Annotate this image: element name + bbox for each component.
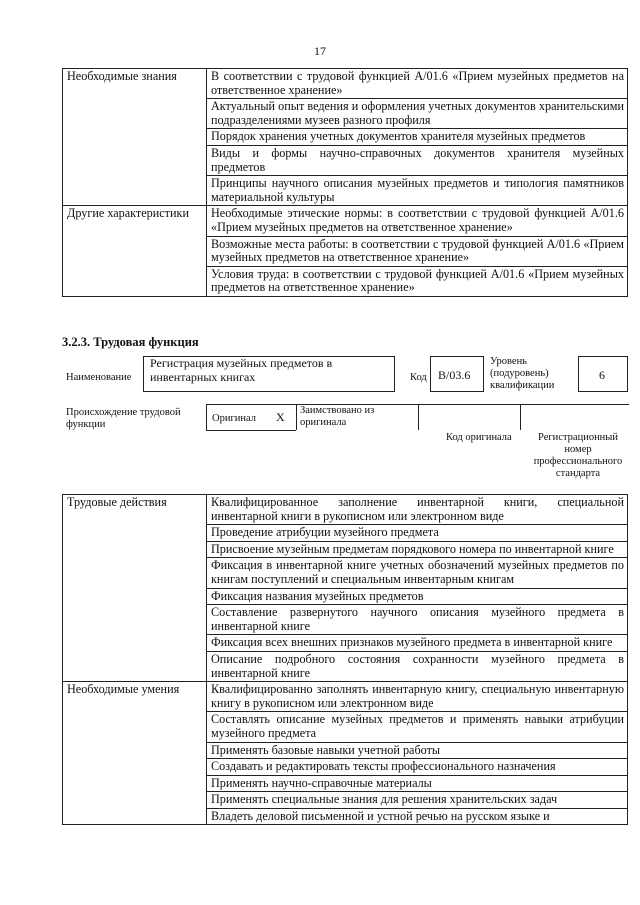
knowledge-item: Виды и формы научно-справочных документов хранителя музейных предметов [207, 145, 628, 175]
name-value: Регистрация музейных предметов в инвентарных книгах [150, 356, 333, 384]
knowledge-row-label: Необходимые знания [63, 69, 207, 206]
code-original-label: Код оригинала [446, 432, 512, 443]
origin-divider-1 [296, 404, 297, 430]
knowledge-item: Принципы научного описания музейных предметов и типология памятников материальной культуры [207, 176, 628, 206]
actions-item: Владеть деловой письменной и устной речью на русском языке и [207, 808, 628, 825]
actions-row-label: Трудовые действия [63, 495, 207, 682]
actions-item: Составлять описание музейных предметов и применять навыки атрибуции музейного предмета [207, 712, 628, 742]
actions-item: Создавать и редактировать тексты профессионального назначения [207, 759, 628, 776]
actions-row-label: Необходимые умения [63, 682, 207, 825]
actions-item: Применять специальные знания для решения хранительских задач [207, 792, 628, 809]
original-label: Оригинал [212, 413, 256, 424]
section-heading: 3.2.3. Трудовая функция [62, 335, 199, 349]
actions-item: Присвоение музейным предметам порядкового номера по инвентарной книге [207, 541, 628, 558]
knowledge-row-label: Другие характеристики [63, 206, 207, 297]
page-number: 17 [314, 44, 326, 58]
actions-item: Проведение атрибуции музейного предмета [207, 525, 628, 542]
name-label: Наименование [66, 372, 132, 383]
knowledge-row [63, 69, 628, 99]
knowledge-item: Порядок хранения учетных документов хранителя музейных предметов [207, 129, 628, 146]
actions-row [63, 682, 628, 712]
knowledge-row [63, 206, 628, 236]
actions-table [62, 494, 628, 825]
knowledge-item: В соответствии с трудовой функцией А/01.6 «Прием музейных предметов на ответственное хранение» [207, 69, 628, 99]
knowledge-item: Актуальный опыт ведения и оформления учетных документов хранительскими подразделениями музеев разного профиля [207, 99, 628, 129]
actions-item: Фиксация всех внешних признаков музейного предмета в инвентарной книге [207, 635, 628, 652]
knowledge-table [62, 68, 628, 297]
knowledge-item: Необходимые этические нормы: в соответствии с трудовой функцией А/01.6 «Прием музейных предметов на ответственное хранение» [207, 206, 628, 236]
actions-item: Квалифицированное заполнение инвентарной книги, специальной инвентарной книги в рукописном или электронном виде [207, 495, 628, 525]
actions-item: Описание подробного состояния сохранности музейного предмета в инвентарной книге [207, 651, 628, 681]
origin-bottom-line [206, 430, 296, 431]
actions-row [63, 495, 628, 525]
code-label: Код [410, 372, 427, 383]
actions-item: Составление развернутого научного описания музейного предмета в инвентарной книге [207, 605, 628, 635]
level-value: 6 [599, 368, 605, 382]
reg-number-label: Регистрационный номер профессионального стандарта [533, 432, 623, 479]
origin-divider-2 [418, 404, 419, 430]
original-mark: X [276, 410, 285, 424]
origin-label: Происхождение трудовой функции [66, 407, 181, 430]
knowledge-item: Возможные места работы: в соответствии с трудовой функцией А/01.6 «Прием музейных предметов на ответственное хранение» [207, 236, 628, 266]
actions-item: Фиксация в инвентарной книге учетных обозначений музейных предметов по книгам поступлений и специальным инвентарным книгам [207, 558, 628, 588]
level-label: Уровень (подуровень) квалификации [490, 356, 555, 391]
actions-item: Применять базовые навыки учетной работы [207, 742, 628, 759]
actions-item: Фиксация названия музейных предметов [207, 588, 628, 605]
actions-item: Квалифицированно заполнять инвентарную книгу, специальную инвентарную книгу в рукописном или электронном виде [207, 682, 628, 712]
origin-divider-3 [520, 404, 521, 430]
code-value: В/03.6 [438, 368, 471, 382]
borrowed-label: Заимствовано из оригинала [300, 405, 375, 428]
knowledge-item: Условия труда: в соответствии с трудовой функцией А/01.6 «Прием музейных предметов на ответственное хранение» [207, 266, 628, 296]
actions-item: Применять научно-справочные материалы [207, 775, 628, 792]
